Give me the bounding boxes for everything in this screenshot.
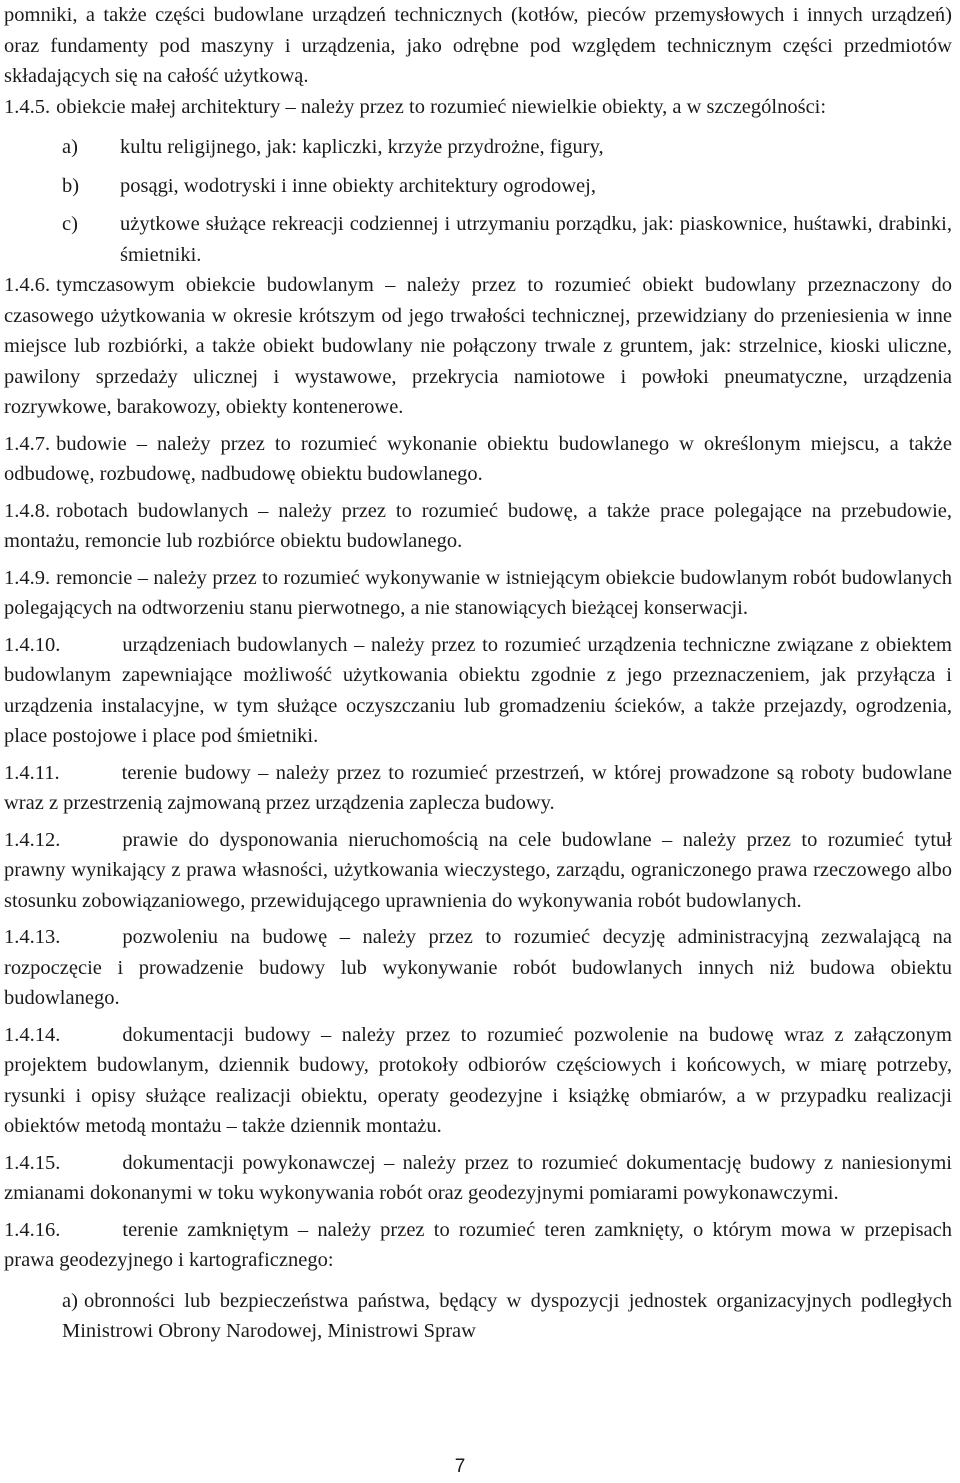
definition-number: 1.4.15. bbox=[4, 1151, 61, 1174]
definition-number: 1.4.11. bbox=[4, 761, 60, 784]
list-item-label: b) bbox=[62, 174, 80, 197]
definition-number: 1.4.13. bbox=[4, 926, 61, 948]
definition-1-4-8 bbox=[4, 496, 952, 557]
top-paragraph: pomniki, a także części budowlane urządzeń technicznych (kotłów, pieców przemysłowych i innych urządzeń) oraz fundamenty pod maszyny i urządzenia, jako odrębne pod względem technicznym części przedmiotów składających się na całość użytkową. bbox=[4, 4, 952, 87]
definition-text: urządzeniach budowlanych – należy przez to rozumieć urządzenia techniczne związane z obiektem budowlanym zapewniające możliwość użytkowania obiektu zgodnie z jego przeznaczeniem, jak przyłącza i urządzenia instalacyjne, w tym służące oczyszczaniu lub gromadzeniu ścieków, a także przejazdy, ogrodzenia, place postojowe i place pod śmietniki. bbox=[4, 633, 952, 747]
definition-number: 1.4.6. bbox=[4, 274, 51, 296]
definition-1-4-6 bbox=[4, 270, 952, 423]
list-item bbox=[62, 171, 952, 202]
definition-text: terenie zamkniętym – należy przez to rozumieć teren zamknięty, o którym mowa w przepisach prawa geodezyjnego i kartograficznego: bbox=[4, 1218, 952, 1271]
document-page bbox=[4, 0, 952, 1347]
definition-text: budowie – należy przez to rozumieć wykonanie obiektu budowlanego w określonym miejscu, a także odbudowę, rozbudowę, nadbudowę obiektu budowlanego. bbox=[4, 432, 952, 485]
definition-number: 1.4.10. bbox=[4, 633, 61, 656]
definition-1-4-15 bbox=[4, 1148, 952, 1209]
definition-text: tymczasowym obiekcie budowlanym – należy przez to rozumieć obiekt budowlany przeznaczony do czasowego użytkowania w okresie krótszym od jego trwałości technicznej, przewidziany do przeniesienia w inne miejsce lub rozbiórki, a także obiekt budowlany nie połączony trwale z gruntem, jak: strzelnice, kioski uliczne, pawilony sprzedaży ulicznej i wystawowe, przekrycia namiotowe i powłoki pneumatyczne, urządzenia rozrywkowe, barakowozy, obiekty kontenerowe. bbox=[4, 274, 952, 418]
list-item-text: użytkowe służące rekreacji codziennej i utrzymaniu porządku, jak: piaskownice, huśtawki, drabinki, śmietniki. bbox=[120, 213, 952, 266]
definition-1-4-7 bbox=[4, 429, 952, 490]
list-item bbox=[62, 209, 952, 270]
list-item bbox=[62, 132, 952, 163]
definition-1-4-12 bbox=[4, 825, 952, 917]
definition-1-4-10 bbox=[4, 630, 952, 752]
definition-text: pozwoleniu na budowę – należy przez to rozumieć decyzję administracyjną zezwalającą na rozpoczęcie i prowadzenie budowy lub wykonywanie robót budowlanych innych niż budowa obiektu budowlanego. bbox=[4, 926, 952, 1009]
list-item-label: c) bbox=[62, 213, 78, 235]
definition-1-4-5 bbox=[4, 92, 952, 123]
definition-text: prawie do dysponowania nieruchomością na cele budowlane – należy przez to rozumieć tytuł prawny wynikający z prawa własności, użytkowania wieczystego, zarządu, ograniczonego prawa rzeczowego albo stosunku zobowiązaniowego, przewidującego uprawnienia do wykonywania robót budowlanych. bbox=[4, 828, 952, 912]
definition-text: dokumentacji powykonawczej – należy przez to rozumieć dokumentację budowy z naniesionymi zmianami dokonanymi w toku wykonywania robót oraz geodezyjnymi pomiarami powykonawczymi. bbox=[4, 1151, 952, 1204]
definition-text: obiekcie małej architektury – należy przez to rozumieć niewielkie obiekty, a w szczególności: bbox=[56, 95, 827, 118]
list-item-text: kultu religijnego, jak: kapliczki, krzyże przydrożne, figury, bbox=[120, 136, 604, 158]
definition-number: 1.4.5. bbox=[4, 95, 51, 118]
list-item-text: posągi, wodotryski i inne obiekty architektury ogrodowej, bbox=[120, 174, 596, 197]
definition-number: 1.4.16. bbox=[4, 1218, 61, 1241]
definition-1-4-9 bbox=[4, 563, 952, 624]
definition-text: terenie budowy – należy przez to rozumieć przestrzeń, w której prowadzone są roboty budowlane wraz z przestrzenią zajmowaną przez urządzenia zaplecza budowy. bbox=[4, 761, 952, 814]
list-item bbox=[4, 1286, 952, 1347]
definition-1-4-13 bbox=[4, 922, 952, 1014]
list-item-label: a) bbox=[62, 136, 78, 158]
definition-number: 1.4.14. bbox=[4, 1023, 61, 1046]
definition-1-4-5-list bbox=[4, 132, 952, 270]
definition-1-4-16 bbox=[4, 1215, 952, 1276]
definition-1-4-14 bbox=[4, 1020, 952, 1142]
definition-text: robotach budowlanych – należy przez to rozumieć budowę, a także prace polegające na przebudowie, montażu, remoncie lub rozbiórce obiektu budowlanego. bbox=[4, 499, 952, 552]
page-number: 7 bbox=[454, 1456, 466, 1477]
list-item-label: a) bbox=[62, 1289, 78, 1312]
list-item-text: obronności lub bezpieczeństwa państwa, będący w dyspozycji jednostek organizacyjnych podległych Ministrowi Obrony Narodowej, Ministrowi Spraw bbox=[62, 1289, 952, 1342]
definition-number: 1.4.7. bbox=[4, 432, 51, 455]
definition-number: 1.4.9. bbox=[4, 566, 51, 589]
definition-text: dokumentacji budowy – należy przez to rozumieć pozwolenie na budowę wraz z załączonym projektem budowlanym, dziennik budowy, protokoły odbiorów częściowych i końcowych, w miarę potrzeby, rysunki i opisy służące realizacji obiektu, operaty geodezyjne i książkę obmiarów, a w przypadku realizacji obiektów metodą montażu – także dziennik montażu. bbox=[4, 1023, 952, 1137]
definition-number: 1.4.12. bbox=[4, 828, 61, 851]
definition-text: remoncie – należy przez to rozumieć wykonywanie w istniejącym obiekcie budowlanym robót budowlanych polegających na odtworzeniu stanu pierwotnego, a nie stanowiących bieżącej konserwacji. bbox=[4, 566, 952, 619]
definition-number: 1.4.8. bbox=[4, 499, 51, 522]
definition-1-4-11 bbox=[4, 758, 952, 819]
